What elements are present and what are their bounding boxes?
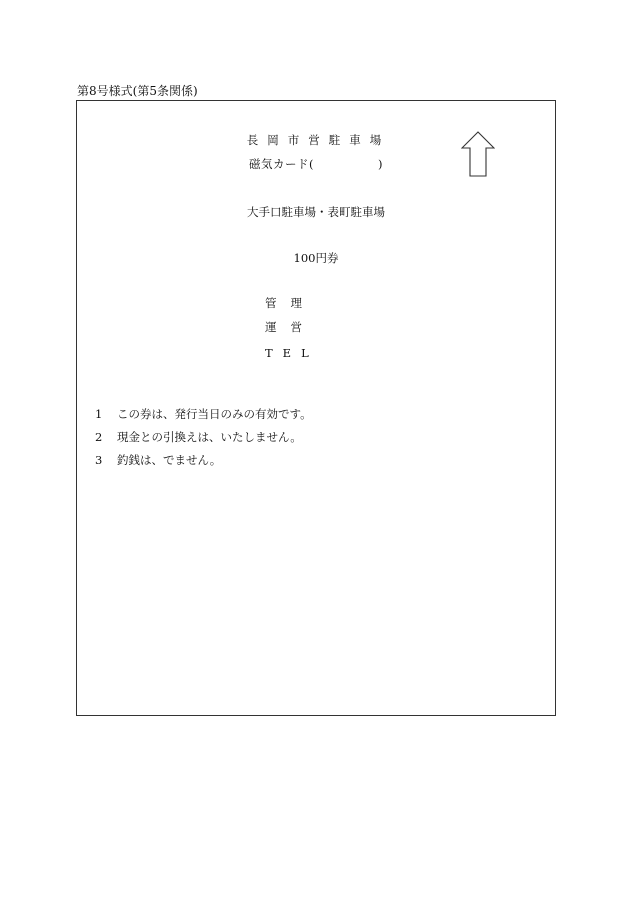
note-text: 釣銭は、でません。 (117, 453, 222, 467)
note-number: 1 (95, 407, 103, 421)
ticket-title: 長岡市営駐車場 (246, 133, 391, 147)
operation-label: 運営 (265, 320, 316, 334)
note-text: この券は、発行当日のみの有効です。 (117, 407, 312, 421)
ticket-price: 100円券 (293, 251, 339, 265)
parking-lots: 大手口駐車場・表町駐車場 (247, 205, 385, 219)
note-item (95, 407, 312, 421)
note-number: 3 (95, 453, 103, 467)
magnetic-card-close: ) (378, 157, 383, 171)
note-number: 2 (95, 430, 103, 444)
management-label: 管理 (265, 296, 316, 310)
note-item (95, 430, 302, 444)
note-item (95, 453, 221, 467)
tel-label: TEL (265, 346, 319, 360)
ticket-frame (76, 100, 556, 716)
magnetic-card-label: 磁気カード( (249, 157, 314, 171)
form-number-label: 第8号様式(第5条関係) (77, 84, 198, 98)
note-text: 現金との引換えは、いたしません。 (117, 430, 302, 444)
magnetic-card-line (77, 157, 555, 171)
